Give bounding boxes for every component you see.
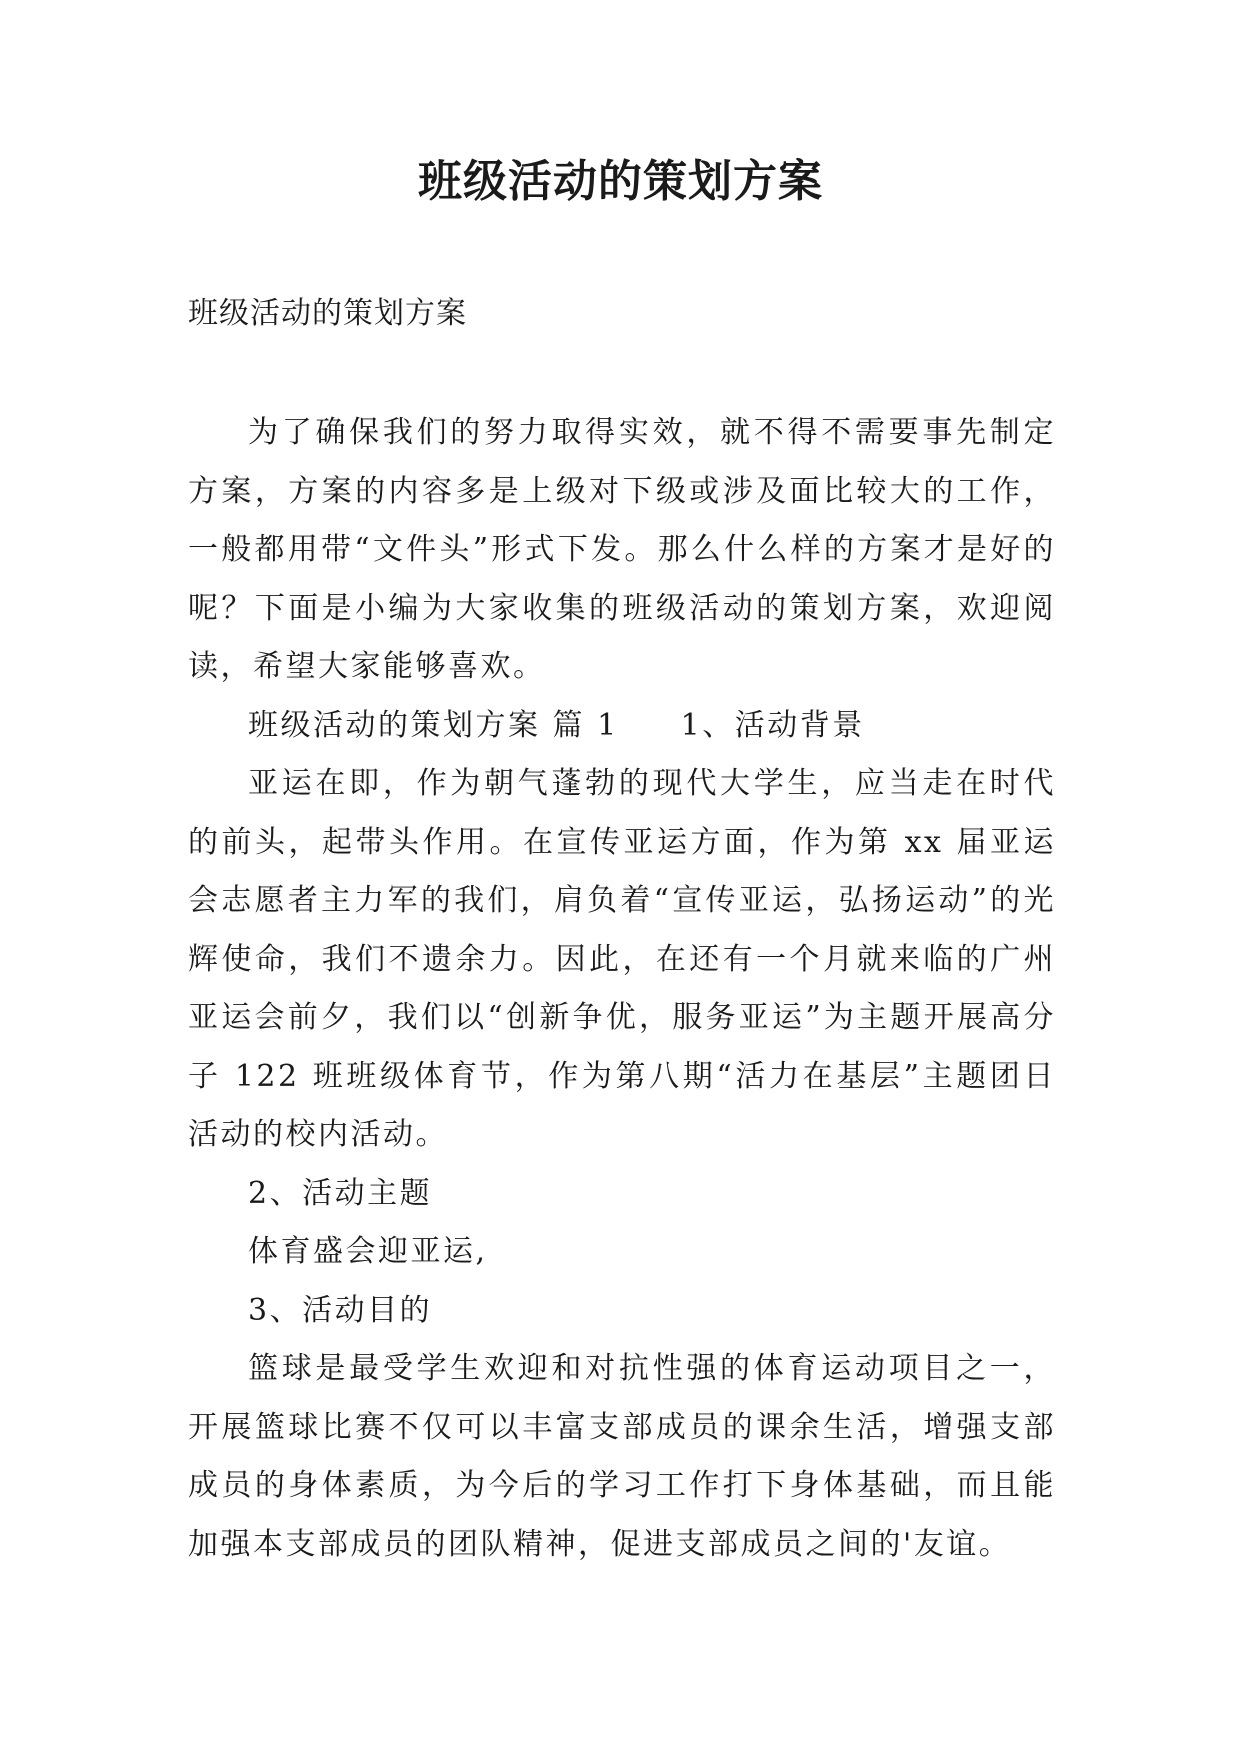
intro-paragraph: 为了确保我们的努力取得实效，就不得不需要事先制定方案，方案的内容多是上级对下级或涉及面比较大的工作，一般都用带“文件头”形式下发。那么什么样的方案才是好的呢？下面是小编为大家收集的班级活动的策划方案，欢迎阅读，希望大家能够喜欢。 xyxy=(188,415,1056,684)
item3-heading: 3、活动目的 xyxy=(248,1292,433,1328)
item2-heading: 2、活动主题 xyxy=(248,1175,433,1211)
item1-heading: 1、活动背景 xyxy=(680,707,865,743)
document-subtitle: 班级活动的策划方案 xyxy=(188,296,467,331)
document-body xyxy=(188,404,1056,1574)
section-heading-paragraph xyxy=(188,697,1056,756)
section-label: 班级活动的策划方案 篇 1 xyxy=(248,707,619,743)
purpose-paragraph: 篮球是最受学生欢迎和对抗性强的体育运动项目之一，开展篮球比赛不仅可以丰富支部成员的课余生活，增强支部成员的身体素质，为今后的学习工作打下身体基础，而且能加强本支部成员的团队精神，促进支部成员之间的'友谊。 xyxy=(188,1351,1056,1562)
document-title: 班级活动的策划方案 xyxy=(418,156,823,207)
theme-paragraph: 体育盛会迎亚运, xyxy=(248,1234,488,1269)
background-paragraph: 亚运在即，作为朝气蓬勃的现代大学生，应当走在时代的前头，起带头作用。在宣传亚运方面，作为第 xx 届亚运会志愿者主力军的我们，肩负着“宣传亚运，弘扬运动”的光辉使命，我们不遗余力。因此，在还有一个月就来临的广州亚运会前夕，我们以“创新争优，服务亚运”为主题开展高分子 122 班班级体育节，作为第八期“活力在基层”主题团日活动的校内活动。 xyxy=(188,766,1056,1152)
